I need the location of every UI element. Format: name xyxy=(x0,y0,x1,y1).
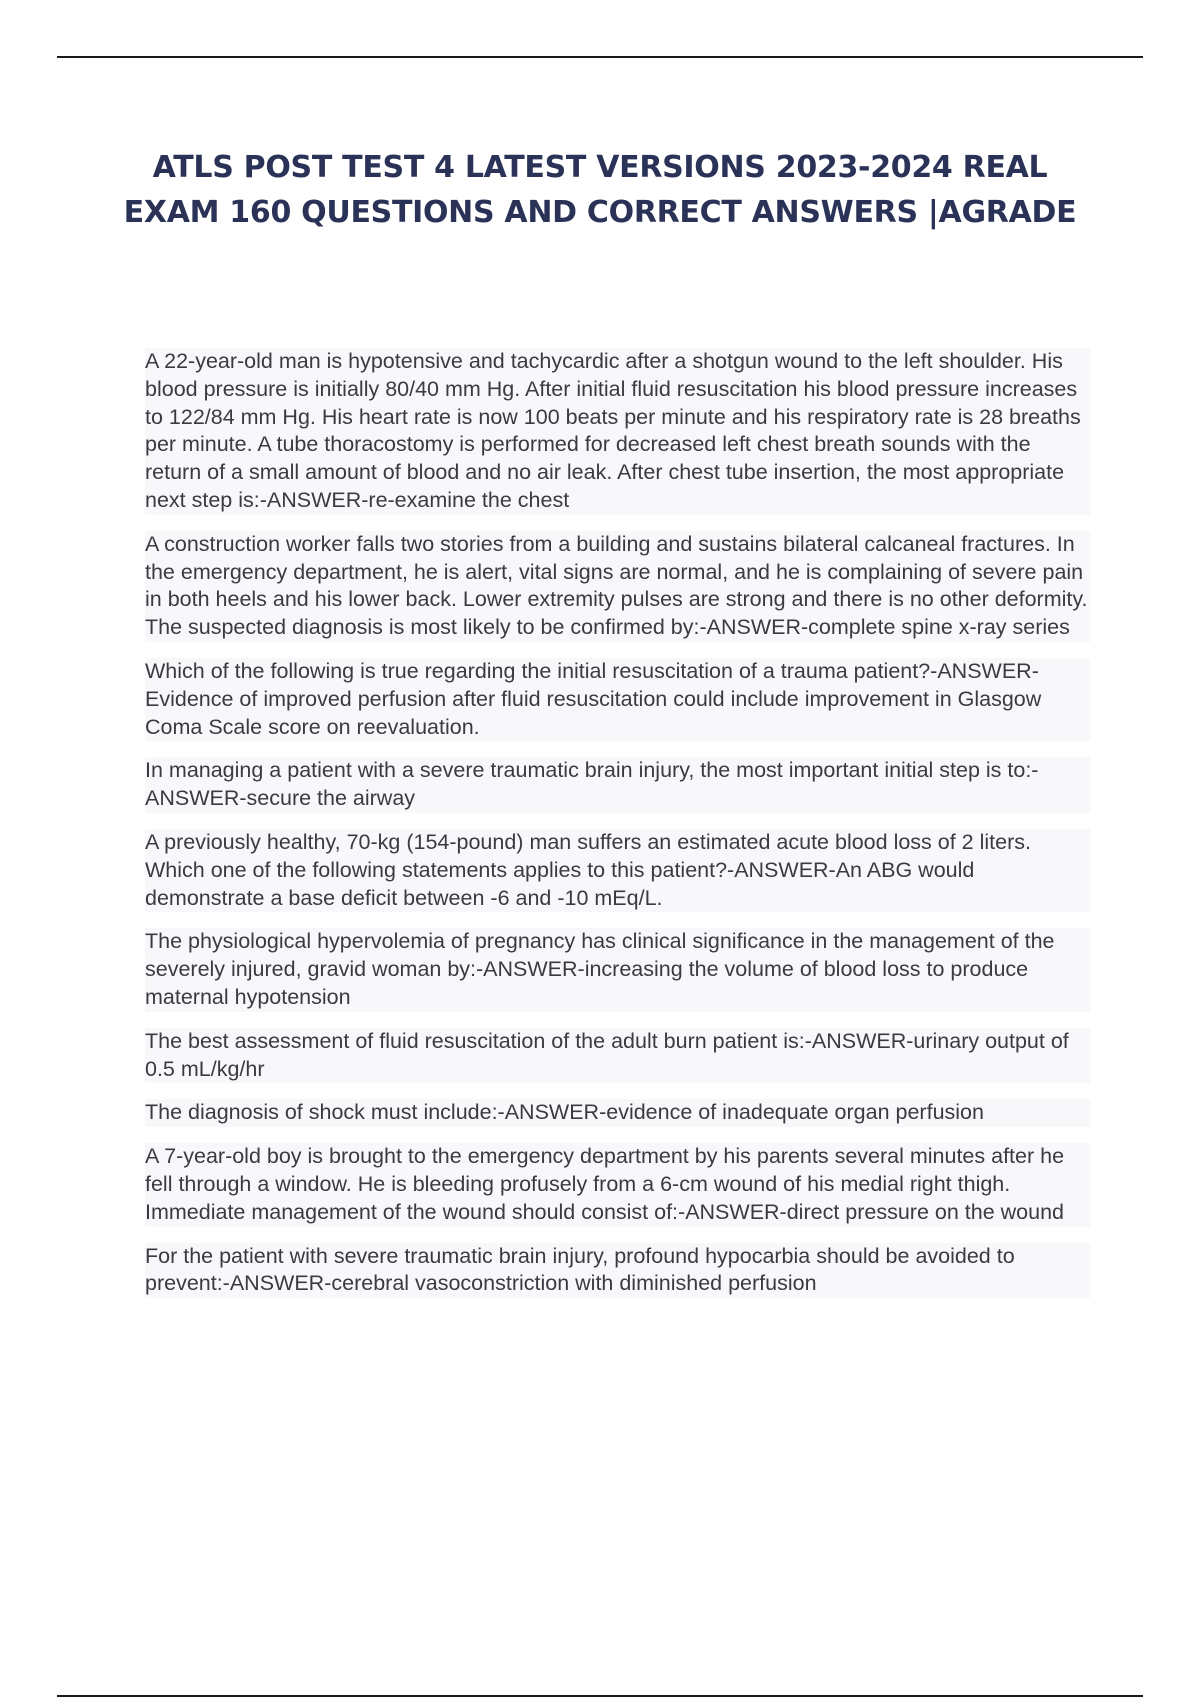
qa-item: A previously healthy, 70-kg (154-pound) man suffers an estimated acute blood loss of 2 liters. Which one of the following statements applies to this patient?-ANSWER-An ABG would demonstrate a base deficit between -6 and -10 mEq/L. xyxy=(145,829,1090,912)
title-line-1: ATLS POST TEST 4 LATEST VERSIONS 2023-2024 REAL xyxy=(152,150,1048,185)
qa-item: The physiological hypervolemia of pregnancy has clinical significance in the management of the severely injured, gravid woman by:-ANSWER-increasing the volume of blood loss to produce maternal hypotension xyxy=(145,928,1090,1011)
qa-item: The diagnosis of shock must include:-ANSWER-evidence of inadequate organ perfusion xyxy=(145,1099,1090,1127)
qa-item: A 22-year-old man is hypotensive and tachycardic after a shotgun wound to the left shoulder. His blood pressure is initially 80/40 mm Hg. After initial fluid resuscitation his blood pressure increases to 122/84 mm Hg. His heart rate is now 100 beats per minute and his respiratory rate is 28 breaths per minute. A tube thoracostomy is performed for decreased left chest breath sounds with the return of a small amount of blood and no air leak. After chest tube insertion, the most appropriate next step is:-ANSWER-re-examine the chest xyxy=(145,348,1090,515)
qa-item: A 7-year-old boy is brought to the emergency department by his parents several minutes after he fell through a window. He is bleeding profusely from a 6-cm wound of his medial right thigh. Immediate management of the wound should consist of:-ANSWER-direct pressure on the wound xyxy=(145,1143,1090,1226)
qa-item: In managing a patient with a severe traumatic brain injury, the most important initial step is to:-ANSWER-secure the airway xyxy=(145,757,1090,813)
title-line-2: EXAM 160 QUESTIONS AND CORRECT ANSWERS |AGRADE xyxy=(123,195,1077,230)
question-answer-list xyxy=(145,348,1090,1314)
qa-item: Which of the following is true regarding the initial resuscitation of a trauma patient?-ANSWER-Evidence of improved perfusion after fluid resuscitation could include improvement in Glasgow Coma Scale score on reevaluation. xyxy=(145,658,1090,741)
top-divider xyxy=(57,56,1143,58)
qa-item: For the patient with severe traumatic brain injury, profound hypocarbia should be avoided to prevent:-ANSWER-cerebral vasoconstriction with diminished perfusion xyxy=(145,1243,1090,1299)
document-title xyxy=(60,145,1140,235)
qa-item: The best assessment of fluid resuscitation of the adult burn patient is:-ANSWER-urinary output of 0.5 mL/kg/hr xyxy=(145,1028,1090,1084)
qa-item: A construction worker falls two stories from a building and sustains bilateral calcaneal fractures. In the emergency department, he is alert, vital signs are normal, and he is complaining of severe pain in both heels and his lower back. Lower extremity pulses are strong and there is no other deformity. The suspected diagnosis is most likely to be confirmed by:-ANSWER-complete spine x-ray series xyxy=(145,531,1090,642)
bottom-divider xyxy=(57,1695,1143,1697)
